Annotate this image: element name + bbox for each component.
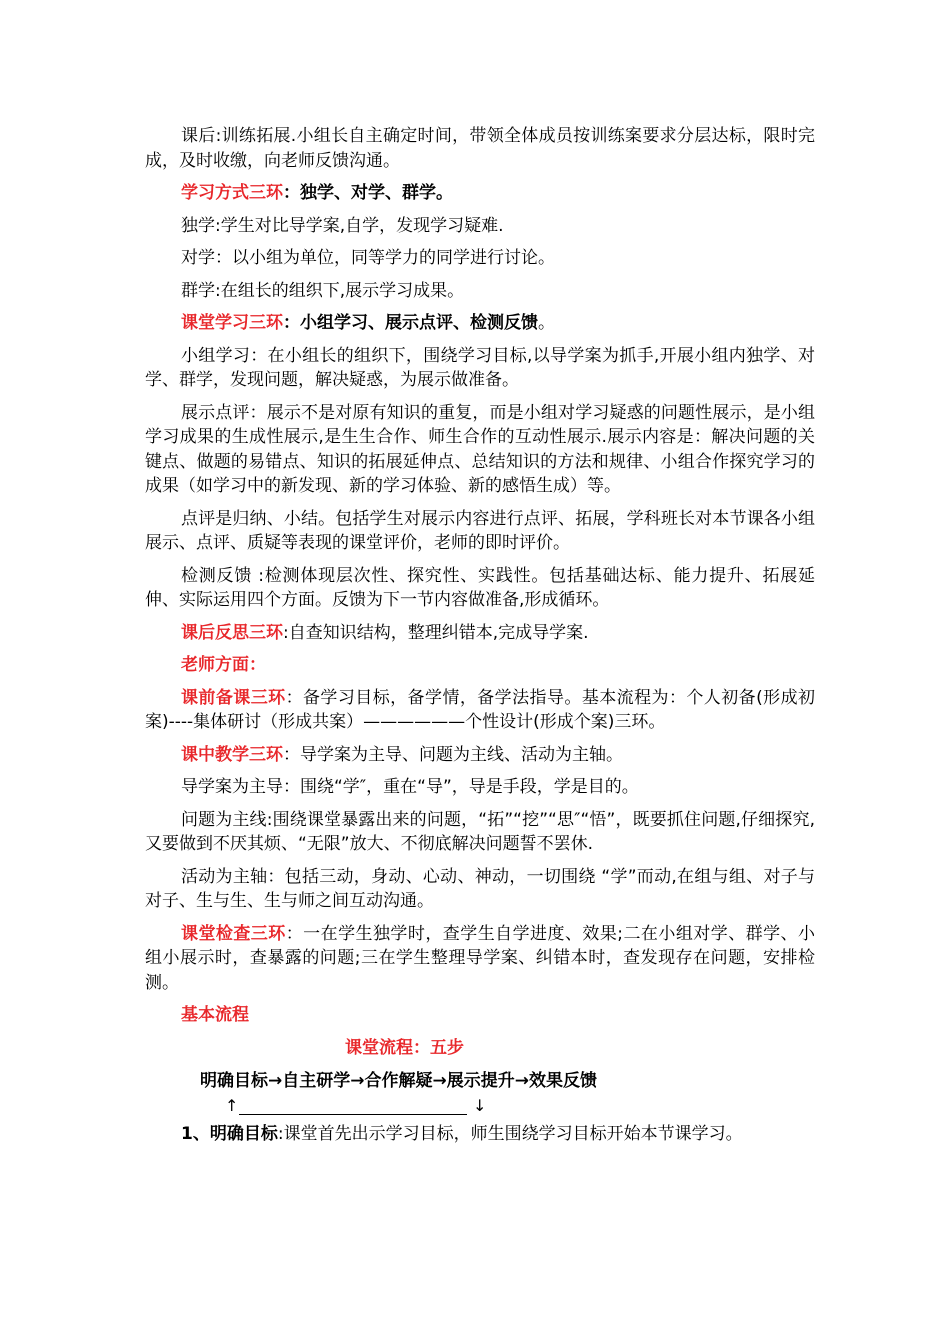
para-prep: [145, 686, 815, 735]
para-problem: 问题为主线:围绕课堂暴露出来的问题，“拓”“挖”“思″“悟”，既要抓住问题,仔细探究,又要做到不厌其烦、“无限”放大、不彻底解决问题誓不罢休.: [145, 809, 815, 854]
para-comment: 点评是归纳、小结。包括学生对展示内容进行点评、拓展，学科班长对本节课各小组展示、点评、质疑等表现的课堂评价，老师的即时评价。: [145, 508, 815, 553]
heading-basic-flow: [145, 1003, 815, 1028]
para-guide: 导学案为主导：围绕“学″，重在“导”，导是手段，学是目的。: [181, 777, 639, 797]
heading-prep-red: 课前备课三环: [181, 687, 286, 708]
para-qunxue: 群学:在组长的组织下,展示学习成果。: [181, 280, 465, 301]
heading-teach-red: 课中教学三环: [181, 744, 283, 765]
step1-heading: 1、明确目标: [181, 1124, 278, 1144]
para-check-feedback: 检测反馈 :检测体现层次性、探究性、实践性。包括基础达标、能力提升、拓展延伸、实际运用四个方面。反馈为下一节内容做准备,形成循环。: [145, 565, 815, 610]
para-prep-rest: ：备学习目标，备学情，备学法指导。基本流程为：个人初备(形成初案)----集体研讨（形成共案）——————个性设计(形成个案)三环。: [145, 687, 815, 732]
heading-class-learning-end: 。: [538, 313, 555, 333]
heading-flow-title-red: 课堂流程：五步: [345, 1037, 464, 1058]
heading-class-learning-rest: ：小组学习、展示点评、检测反馈: [283, 313, 538, 333]
flow-loop-line: [239, 1114, 467, 1115]
heading-teacher: [145, 653, 815, 678]
para-activity: 活动为主轴：包括三动，身动、心动、神动，一切围绕 “学”而动,在组与组、对子与对子、生与生、生与师之间互动沟通。: [145, 866, 815, 911]
heading-study-mode-red: 学习方式三环: [181, 183, 283, 203]
heading-class-learning: [145, 311, 815, 336]
para-teach: [145, 743, 815, 768]
heading-teacher-red: 老师方面：: [181, 655, 266, 675]
para-step1: [145, 1122, 815, 1147]
heading-class-learning-red: 课堂学习三环: [181, 313, 283, 333]
heading-basic-flow-red: 基本流程: [181, 1005, 249, 1025]
arrow-down-icon: ↓: [473, 1096, 487, 1115]
para-duxue: 独学:学生对比导学案,自学，发现学习疑难.: [181, 215, 504, 236]
heading-reflect: [145, 621, 815, 646]
arrow-up-icon: ↑: [225, 1096, 239, 1115]
heading-flow-title: [145, 1036, 815, 1061]
para-inspect-rest: ：一在学生独学时，查学生自学进度、效果;二在小组对学、群学、小组小展示时，查暴露的问题;三在学生整理导学案、纠错本时，查发现存在问题，安排检测。: [145, 923, 815, 993]
para-show-comment: 展示点评：展示不是对原有知识的重复，而是小组对学习疑惑的问题性展示，是小组学习成果的生成性展示,是生生合作、师生合作的互动性展示.展示内容是：解决问题的关键点、做题的易错点、知识的拓展延伸点、总结知识的方法和规律、小组合作探究学习的成果（如学习中的新发现、新的学习体验、新的感悟生成）等。: [145, 402, 815, 496]
heading-inspect-red: 课堂检查三环: [181, 923, 286, 944]
heading-study-mode: [145, 181, 815, 206]
heading-reflect-rest: :自查知识结构，整理纠错本,完成导学案.: [283, 622, 589, 643]
heading-study-mode-rest: ：独学、对学、群学。: [283, 183, 453, 203]
para-after-class: 课后:训练拓展.小组长自主确定时间，带领全体成员按训练案要求分层达标，限时完成，及时收缴，向老师反馈沟通。: [145, 126, 815, 171]
document-content: [0, 124, 950, 1147]
para-inspect: [145, 922, 815, 996]
flow-loop: [225, 1094, 950, 1122]
heading-reflect-red: 课后反思三环: [181, 622, 283, 643]
para-duixue: 对学：以小组为单位，同等学力的同学进行讨论。: [181, 248, 555, 268]
para-group-learning: 小组学习：在小组长的组织下，围绕学习目标,以导学案为抓手,开展小组内独学、对学、群学，发现问题，解决疑惑，为展示做准备。: [145, 345, 815, 390]
para-teach-rest: ：导学案为主导、问题为主线、活动为主轴。: [283, 744, 623, 765]
step1-text: :课堂首先出示学习目标，师生围绕学习目标开始本节课学习。: [277, 1124, 743, 1144]
flow-steps: 明确目标→自主研学→合作解疑→展示提升→效果反馈: [200, 1071, 597, 1091]
